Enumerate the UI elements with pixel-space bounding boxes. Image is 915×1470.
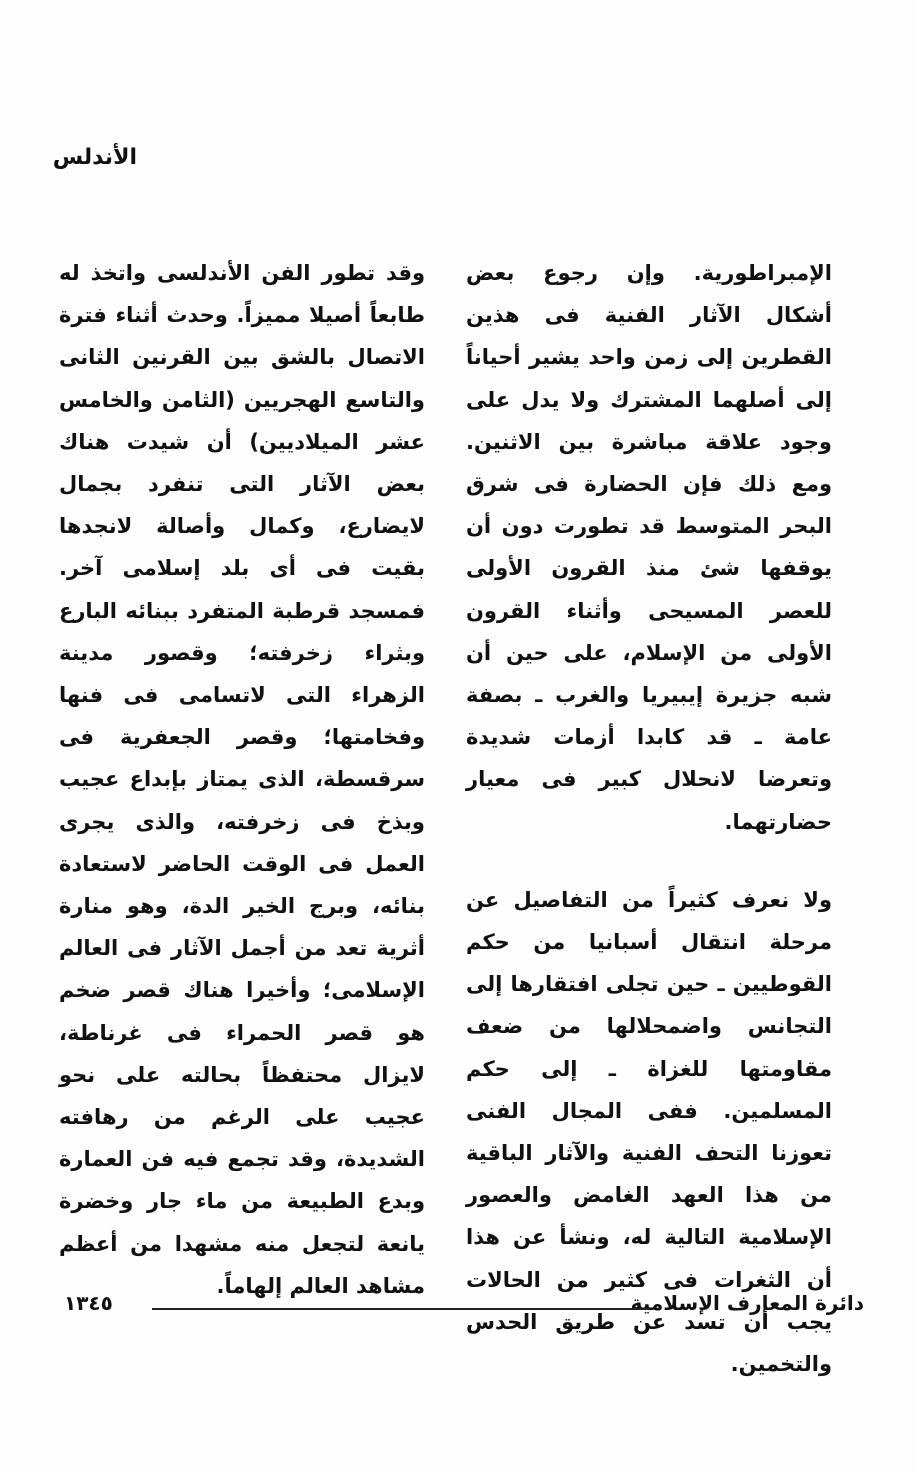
page-number: ١٣٤٥: [64, 1291, 113, 1315]
running-head: الأندلس: [52, 145, 137, 170]
paragraph: الإمبراطورية. وإن رجوع بعض أشكال الآثار الفنية فى هذين القطرين إلى زمن واحد يشير أحياناً إلى أصلهما المشترك ولا يدل على وجود علاقة مباشرة بين الاثنين. ومع ذلك فإن الحضارة فى شرق البحر المتوسط قد تطورت دون أن يوقفها شئ منذ القرون الأولى للعصر المسيحى وأثناء القرون الأولى من الإسلام، على حين أن شبه جزيرة إيبيريا والغرب ـ بصفة عامة ـ قد كابدا أزمات شديدة وتعرضا لانحلال كبير فى معيار حضارتهما.: [466, 261, 832, 834]
footer-rule: [152, 1308, 650, 1310]
page-footer: [64, 1291, 864, 1321]
footer-title: دائرة المعارف الإسلامية: [630, 1291, 864, 1315]
paragraph: ولا نعرف كثيراً من التفاصيل عن مرحلة انتقال أسبانيا من حكم القوطيين ـ حين تجلى افتقارها إلى التجانس واضمحلالها من ضعف مقاومتها للغزاة ـ إلى حكم المسلمين. ففى المجال الفنى تعوزنا التحف الفنية والآثار الباقية من هذا العهد الغامض والعصور الإسلامية التالية له، ونشأ عن هذا أن الثغرات فى كثير من الحالات يجب أن تسد عن طريق الحدس والتخمين.: [466, 887, 832, 1377]
right-column: [466, 252, 832, 1385]
paragraph: وقد تطور الفن الأندلسى واتخذ له طابعاً أصيلا مميزاً. وحدث أثناء فترة الاتصال بالشق بين القرنين الثانى والتاسع الهجريين (الثامن والخامس عشر الميلاديين) أن شيدت هناك بعض الآثار التى تنفرد بجمال لايضارع، وكمال وأصالة لانجدها بقيت فى أى بلد إسلامى آخر. فمسجد قرطبة المتفرد ببنائه البارع وبثراء زخرفته؛ وقصور مدينة الزهراء التى لاتسامى فى فنها وفخامتها؛ وقصر الجعفرية فى سرقسطة، الذى يمتاز بإبداع عجيب وبذخ فى زخرفته، والذى يجرى العمل فى الوقت الحاضر لاستعادة بنائه، وبرج الخير الدة، وهو منارة أثرية تعد من أجمل الآثار فى العالم الإسلامى؛ وأخيرا هناك قصر ضخم هو قصر الحمراء فى غرناطة، لايزال محتفظاً بحالته على نحو عجيب على الرغم من رهافته الشديدة، وقد تجمع فيه فن العمارة وبدع الطبيعة من ماء جار وخضرة يانعة لتجعل منه مشهدا من أعظم مشاهد العالم إلهاماً.: [59, 261, 425, 1298]
left-column: [59, 252, 425, 1307]
